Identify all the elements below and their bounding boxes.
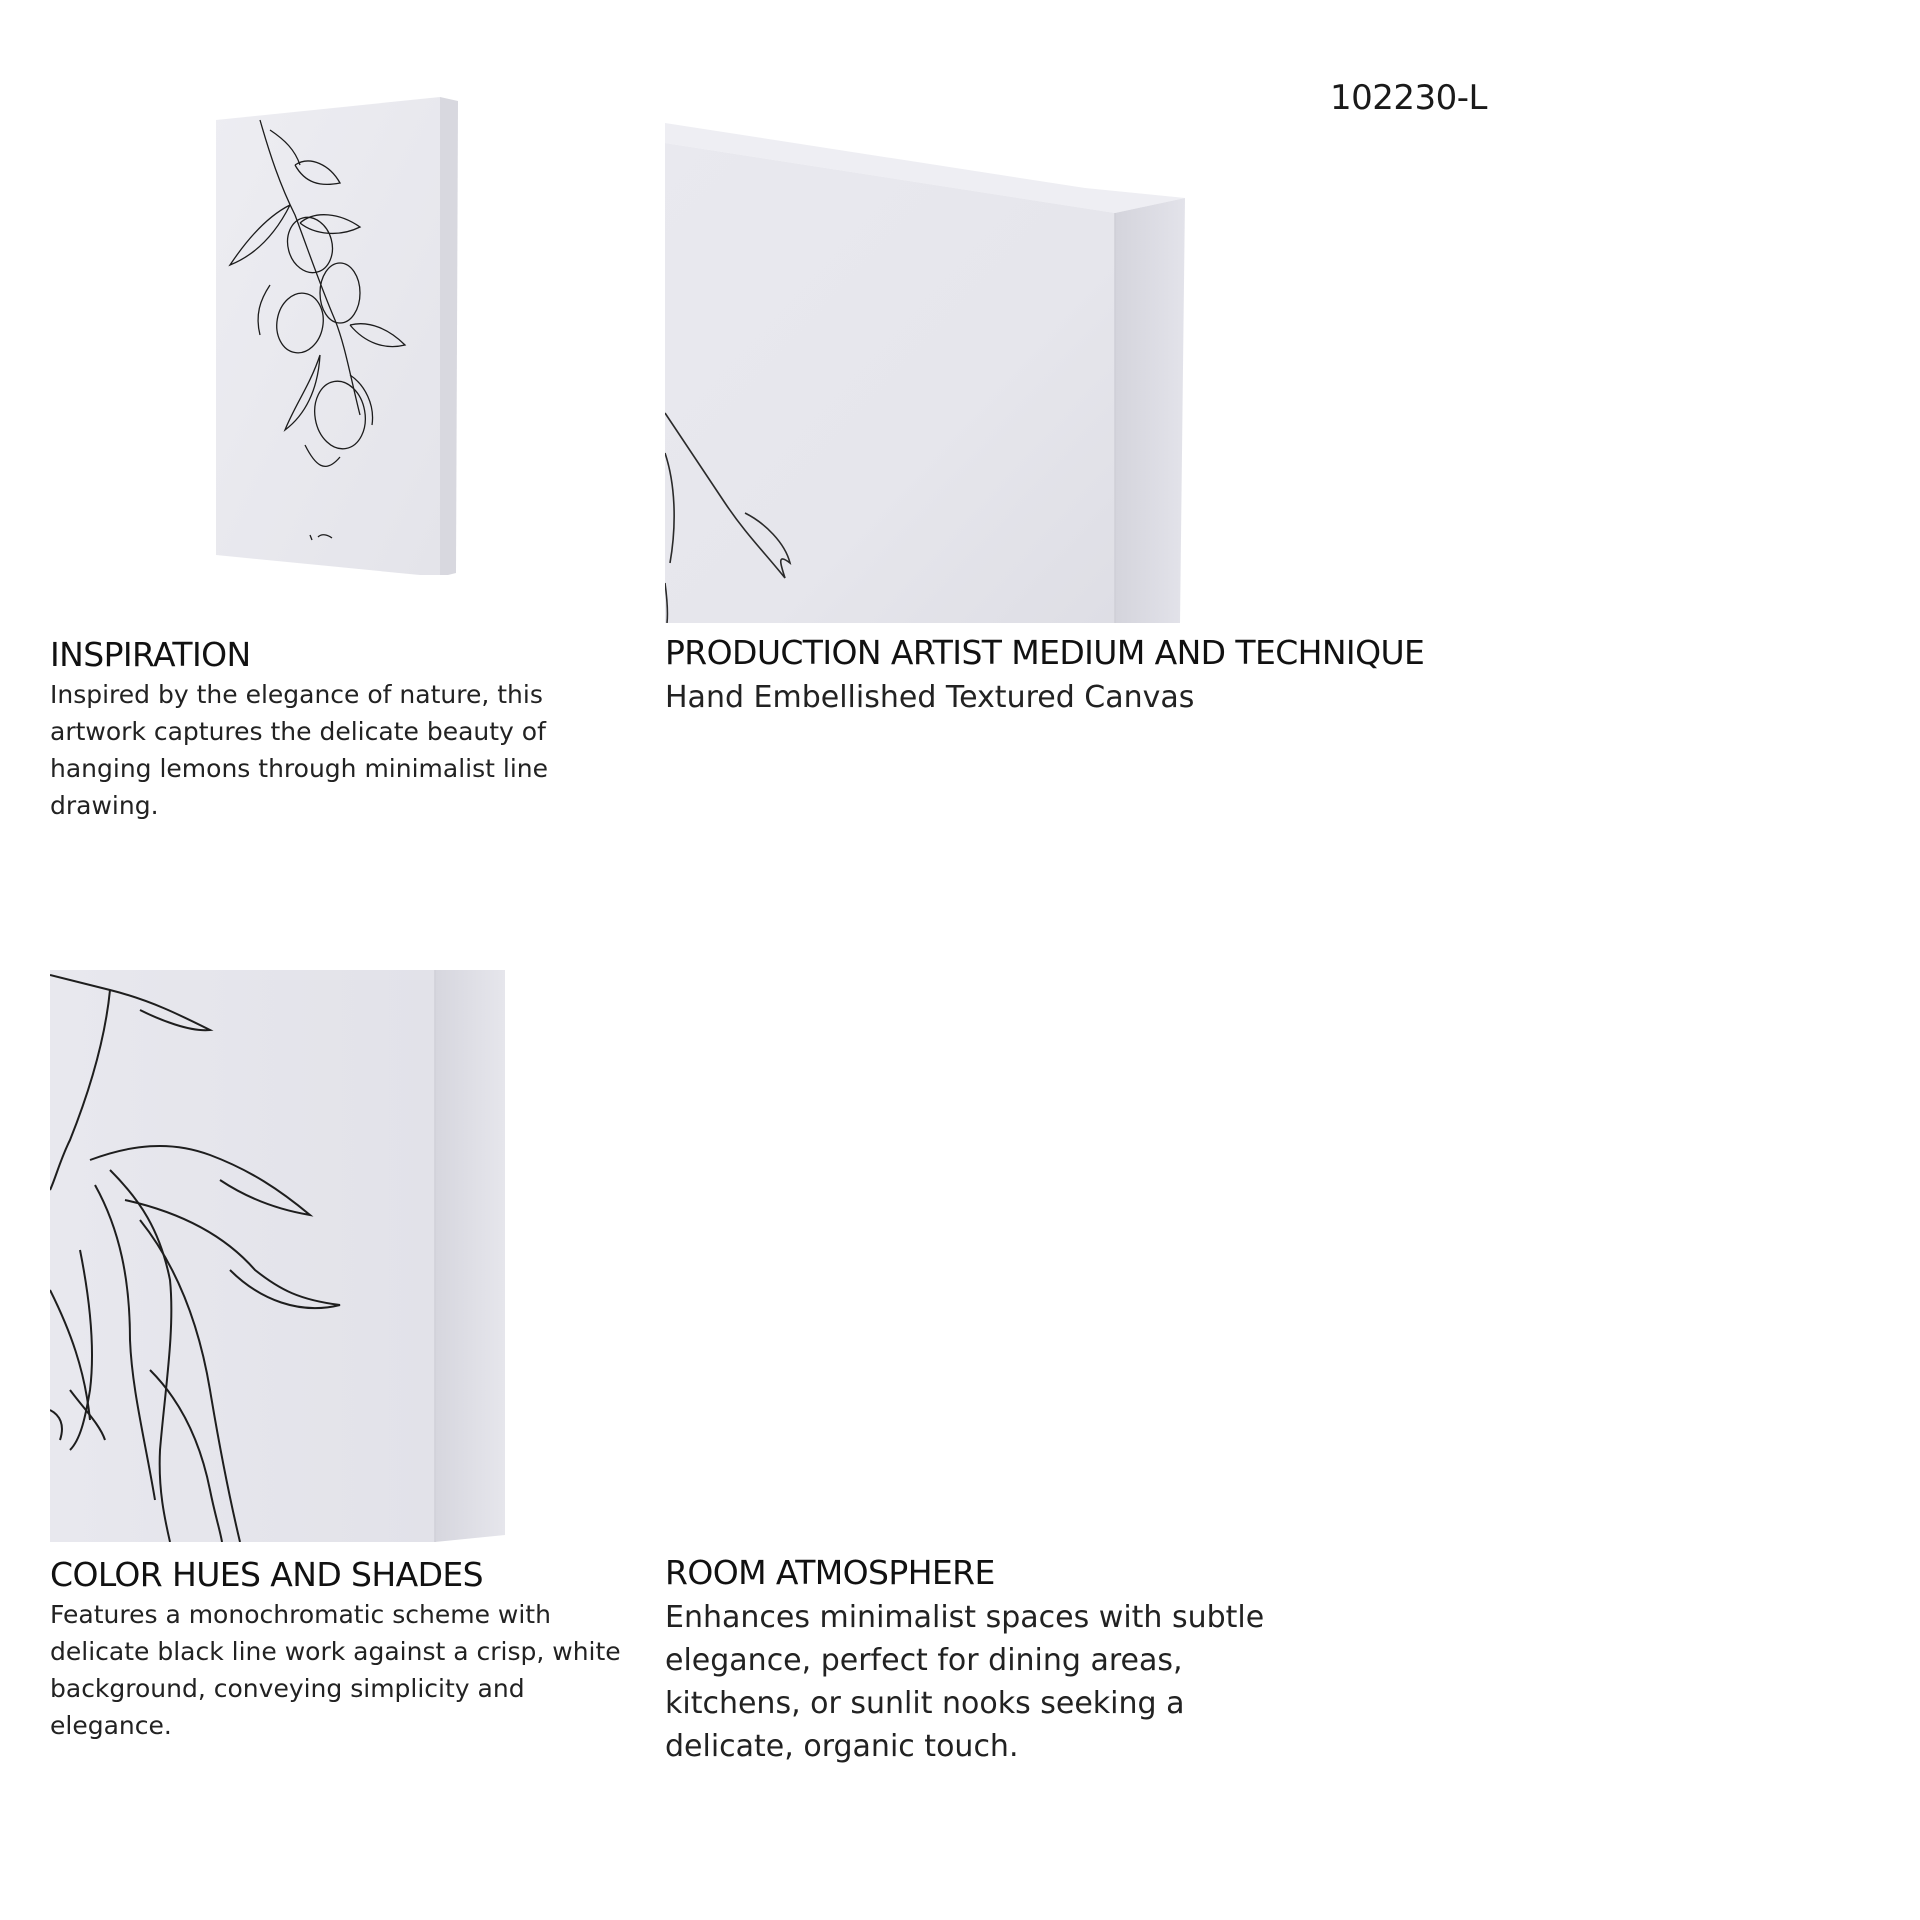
product-sku: 102230-L	[1330, 78, 1488, 118]
canvas-corner-edge-closeup-icon	[665, 123, 1195, 623]
inspiration-section	[50, 636, 610, 824]
lemon-branch-canvas-front-view-icon	[200, 95, 470, 575]
color-title: COLOR HUES AND SHADES	[50, 1555, 483, 1594]
canvas-front-photo	[200, 95, 470, 575]
production-section	[665, 634, 1765, 719]
color-body: Features a monochromatic scheme with delicate black line work against a crisp, white background, conveying simplicity and elegance.	[50, 1599, 621, 1740]
production-body: Hand Embellished Textured Canvas	[665, 679, 1195, 715]
color-section	[50, 1556, 630, 1744]
leaf-line-detail-closeup-icon	[50, 970, 510, 1542]
production-title: PRODUCTION ARTIST MEDIUM AND TECHNIQUE	[665, 633, 1425, 672]
room-body: Enhances minimalist spaces with subtle elegance, perfect for dining areas, kitchens, or sunlit nooks seeking a delicate, organic touch.	[665, 1599, 1265, 1764]
canvas-corner-photo	[665, 123, 1195, 623]
canvas-detail-photo	[50, 970, 510, 1542]
room-title: ROOM ATMOSPHERE	[665, 1553, 995, 1592]
inspiration-title: INSPIRATION	[50, 635, 251, 674]
inspiration-body: Inspired by the elegance of nature, this artwork captures the delicate beauty of hanging lemons through minimalist line drawing.	[50, 679, 548, 820]
room-atmosphere-section	[665, 1554, 1285, 1768]
